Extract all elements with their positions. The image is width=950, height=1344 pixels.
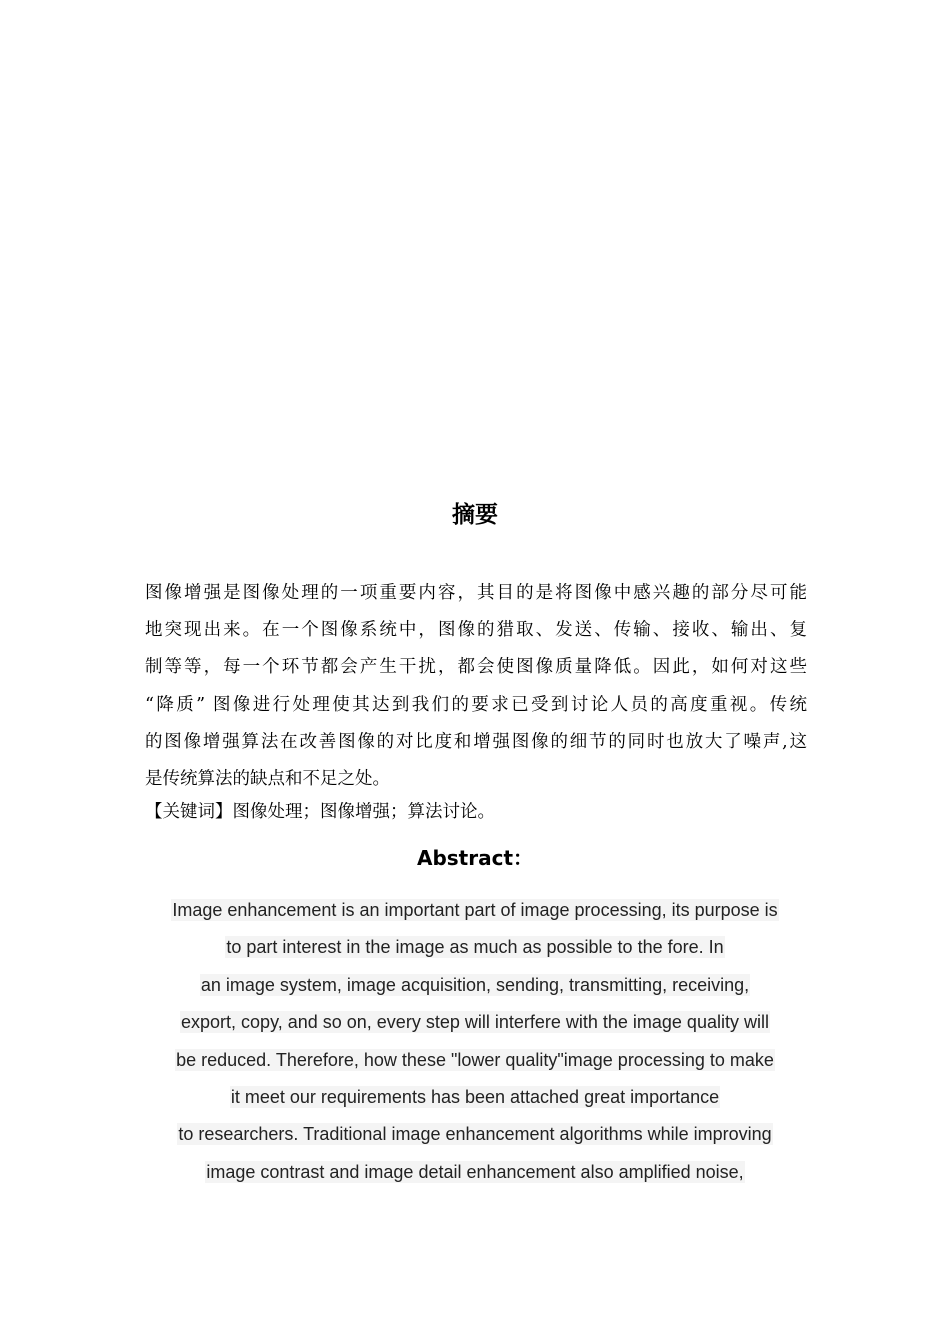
english-abstract-line (140, 1042, 810, 1079)
english-abstract-text: to part interest in the image as much as possible to the fore. In (226, 937, 724, 958)
english-abstract-text: it meet our requirements has been attached great importance (230, 1087, 720, 1108)
english-abstract-text: to researchers. Traditional image enhancement algorithms while improving (178, 1124, 772, 1145)
english-abstract-line (140, 1116, 810, 1153)
english-abstract-text: Image enhancement is an important part of image processing, its purpose is (172, 900, 778, 920)
chinese-abstract-line: 图像增强是图像处理的一项重要内容，其目的是将图像中感兴趣的部分尽可能 (145, 583, 807, 603)
english-abstract-text: export, copy, and so on, every step will interfere with the image quality will (181, 1012, 769, 1033)
english-abstract-line (140, 967, 810, 1004)
english-abstract-text: image contrast and image detail enhancement also amplified noise, (206, 1161, 744, 1182)
chinese-abstract-line: “降质” 图像进行处理使其达到我们的要求已受到讨论人员的高度重视。传统 (145, 694, 807, 715)
chinese-abstract-line: 地突现出来。在一个图像系统中，图像的猎取、发送、传输、接收、输出、复 (145, 620, 807, 641)
english-abstract-text: be reduced. Therefore, how these "lower quality"image processing to make (176, 1049, 774, 1070)
chinese-abstract-line: 的图像增强算法在改善图像的对比度和增强图像的细节的同时也放大了噪声,这 (145, 731, 807, 752)
english-abstract-title: Abstract： (416, 846, 534, 870)
chinese-abstract-line: 制等等，每一个环节都会产生干扰，都会使图像质量降低。因此，如何对这些 (145, 657, 807, 678)
english-abstract-line (140, 1004, 810, 1041)
english-abstract-text: an image system, image acquisition, sending, transmitting, receiving, (200, 974, 750, 995)
english-abstract-line (140, 1154, 810, 1191)
english-abstract-line (140, 929, 810, 966)
keywords-line: 【关键词】图像处理；图像增强；算法讨论。 (145, 802, 495, 822)
english-abstract-body (140, 892, 810, 1191)
english-abstract-line (140, 1079, 810, 1116)
chinese-abstract-body (145, 575, 807, 798)
english-abstract-line (140, 892, 810, 929)
chinese-abstract-line: 是传统算法的缺点和不足之处。 (145, 769, 390, 790)
chinese-abstract-title: 摘要 (452, 501, 498, 528)
